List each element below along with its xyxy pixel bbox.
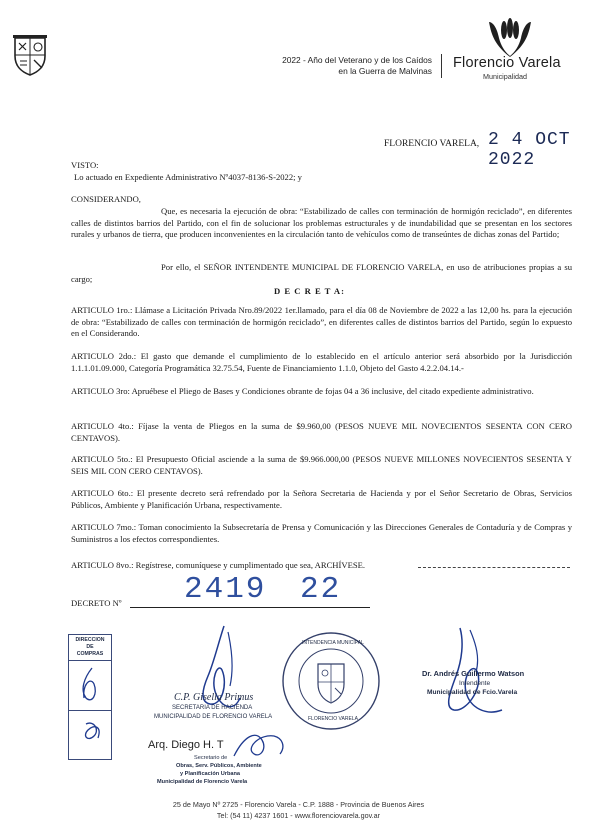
compras-stamp-line-3: COMPRAS [76,651,104,657]
hacienda-title-2: MUNICIPALIDAD DE FLORENCIO VARELA [154,714,273,720]
article-4: ARTICULO 4to.: Fíjase la venta de Pliegos en la suma de $9.960,00 (PESOS NUEVE MIL NOVECIENTOS SESENTA CON CERO CENTAVOS). [71,421,572,443]
obras-title-3: y Planificación Urbana [180,771,240,777]
coat-of-arms-logo [12,34,48,76]
decreto-year: 22 [300,572,342,607]
compras-stamp-line-2: DE [86,644,94,650]
considerando-label: CONSIDERANDO, [71,194,141,204]
header-year-line-2: en la Guerra de Malvinas [338,66,432,76]
article-6: ARTICULO 6to.: El presente decreto será refrendado por la Señora Secretaria de Hacienda y por el Señor Secretario de Obras, Servicios Públicos, Ambiente y Planificación Urbana, respectivamente. [71,488,572,510]
article-1: ARTICULO 1ro.: Llámase a Licitación Privada Nro.89/2022 1er.llamado, para el día 08 de Noviembre de 2022 a las 12,00 hs. para la ejecución de obra: “Estabilizado de calles con terminación de hormigón reciclado”, en diferentes calles de distintos barrios del Partido, según lo expuesto en el Considerando. [71,305,572,339]
article-8: ARTICULO 8vo.: Regístrese, comuníquese y cumplimentado que sea, ARCHÍVESE. [71,560,366,570]
intendente-title-2: Municipalidad de Fcio.Varela [427,689,518,696]
brand-name: Florencio Varela [453,55,561,71]
header-year-line-1: 2022 - Año del Veterano y de los Caídos [282,55,432,65]
article-5: ARTICULO 5to.: El Presupuesto Oficial asciende a la suma de $9.966.000,00 (PESOS NUEVE MILLONES NOVECIENTOS SESENTA Y SEIS MIL CON CERO CENTAVOS). [71,454,572,476]
obras-title-2: Obras, Serv. Públicos, Ambiente [176,763,262,769]
obras-title-1: Secretario de [194,755,228,761]
article-7: ARTICULO 7mo.: Toman conocimiento la Subsecretaría de Prensa y Comunicación y las Direcciones Generales de Contaduría y de Compras y Suministros a los efectos correspondientes. [71,522,572,544]
decreto-underline [130,607,370,608]
article-3: ARTICULO 3ro: Apruébese el Pliego de Bases y Condiciones obrante de fojas 04 a 36 inclusive, del citado expediente administrativo. [71,386,534,396]
footer-contact: Tel: (54 11) 4237 1601 - www.florenciovarela.gov.ar [216,811,381,820]
decreta-heading: D E C R E T A: [274,286,345,296]
footer-address: 25 de Mayo Nº 2725 - Florencio Varela - C.P. 1888 - Provincia de Buenos Aires [172,800,425,809]
brand-subtitle: Municipalidad [483,72,527,81]
intendente-title-1: Intendente [459,680,491,687]
article-8-dash-fill [418,567,570,568]
header-divider [441,54,442,78]
compras-initials-signature [74,664,110,754]
obras-signer-name: Arq. Diego H. T [148,739,224,751]
compras-stamp-line-1: DIRECCION [75,637,105,643]
seal-ring-top-text: INTENDENCIA MUNICIPAL [302,640,364,646]
visto-text: Lo actuado en Expediente Administrativo Nº4037-8136-S-2022; y [74,172,302,182]
place-label: FLORENCIO VARELA, [384,139,480,149]
hacienda-title-1: SECRETARIA DE HACIENDA [172,705,253,711]
decreto-label: DECRETO Nº [71,598,122,608]
decreto-number: 2419 [184,572,267,607]
visto-label: VISTO: [71,160,99,170]
hacienda-signer-name: C.P. Gisella Primus [174,692,254,703]
date-stamp: 2 4 OCT 2022 [488,130,571,170]
florencio-varela-logo-icon [487,18,533,58]
intendente-name: Dr. Andrés Guillermo Watson [422,669,525,678]
obras-title-4: Municipalidad de Florencio Varela [157,779,248,785]
por-ello-text: Por ello, el SEÑOR INTENDENTE MUNICIPAL DE FLORENCIO VARELA, en uso de atribuciones propias a su cargo; [71,262,572,284]
considerando-text: Que, es necesaria la ejecución de obra: “Estabilizado de calles con terminación de hormigón reciclado”, en diferentes calles de distintos barrios del Partido, con el fin de solucionar los problemas estructurales y de inundabilidad que se presentan en los sectores rurales y urbanos de tierra, que producen inconvenientes en la circulación tanto de vehículos como de transeúntes de dichas zonas del Partido; [71,206,572,240]
article-2: ARTICULO 2do.: El gasto que demande el cumplimiento de lo establecido en el artículo anterior será absorbido por la Jurisdicción 1.1.1.01.09.000, Categoría Programática 32.75.54, Fuente de Financiamiento 1.1.0, Objeto del Gasto 4.2.2.04.14.- [71,351,572,373]
seal-ring-bottom-text: FLORENCIO VARELA [308,716,358,722]
